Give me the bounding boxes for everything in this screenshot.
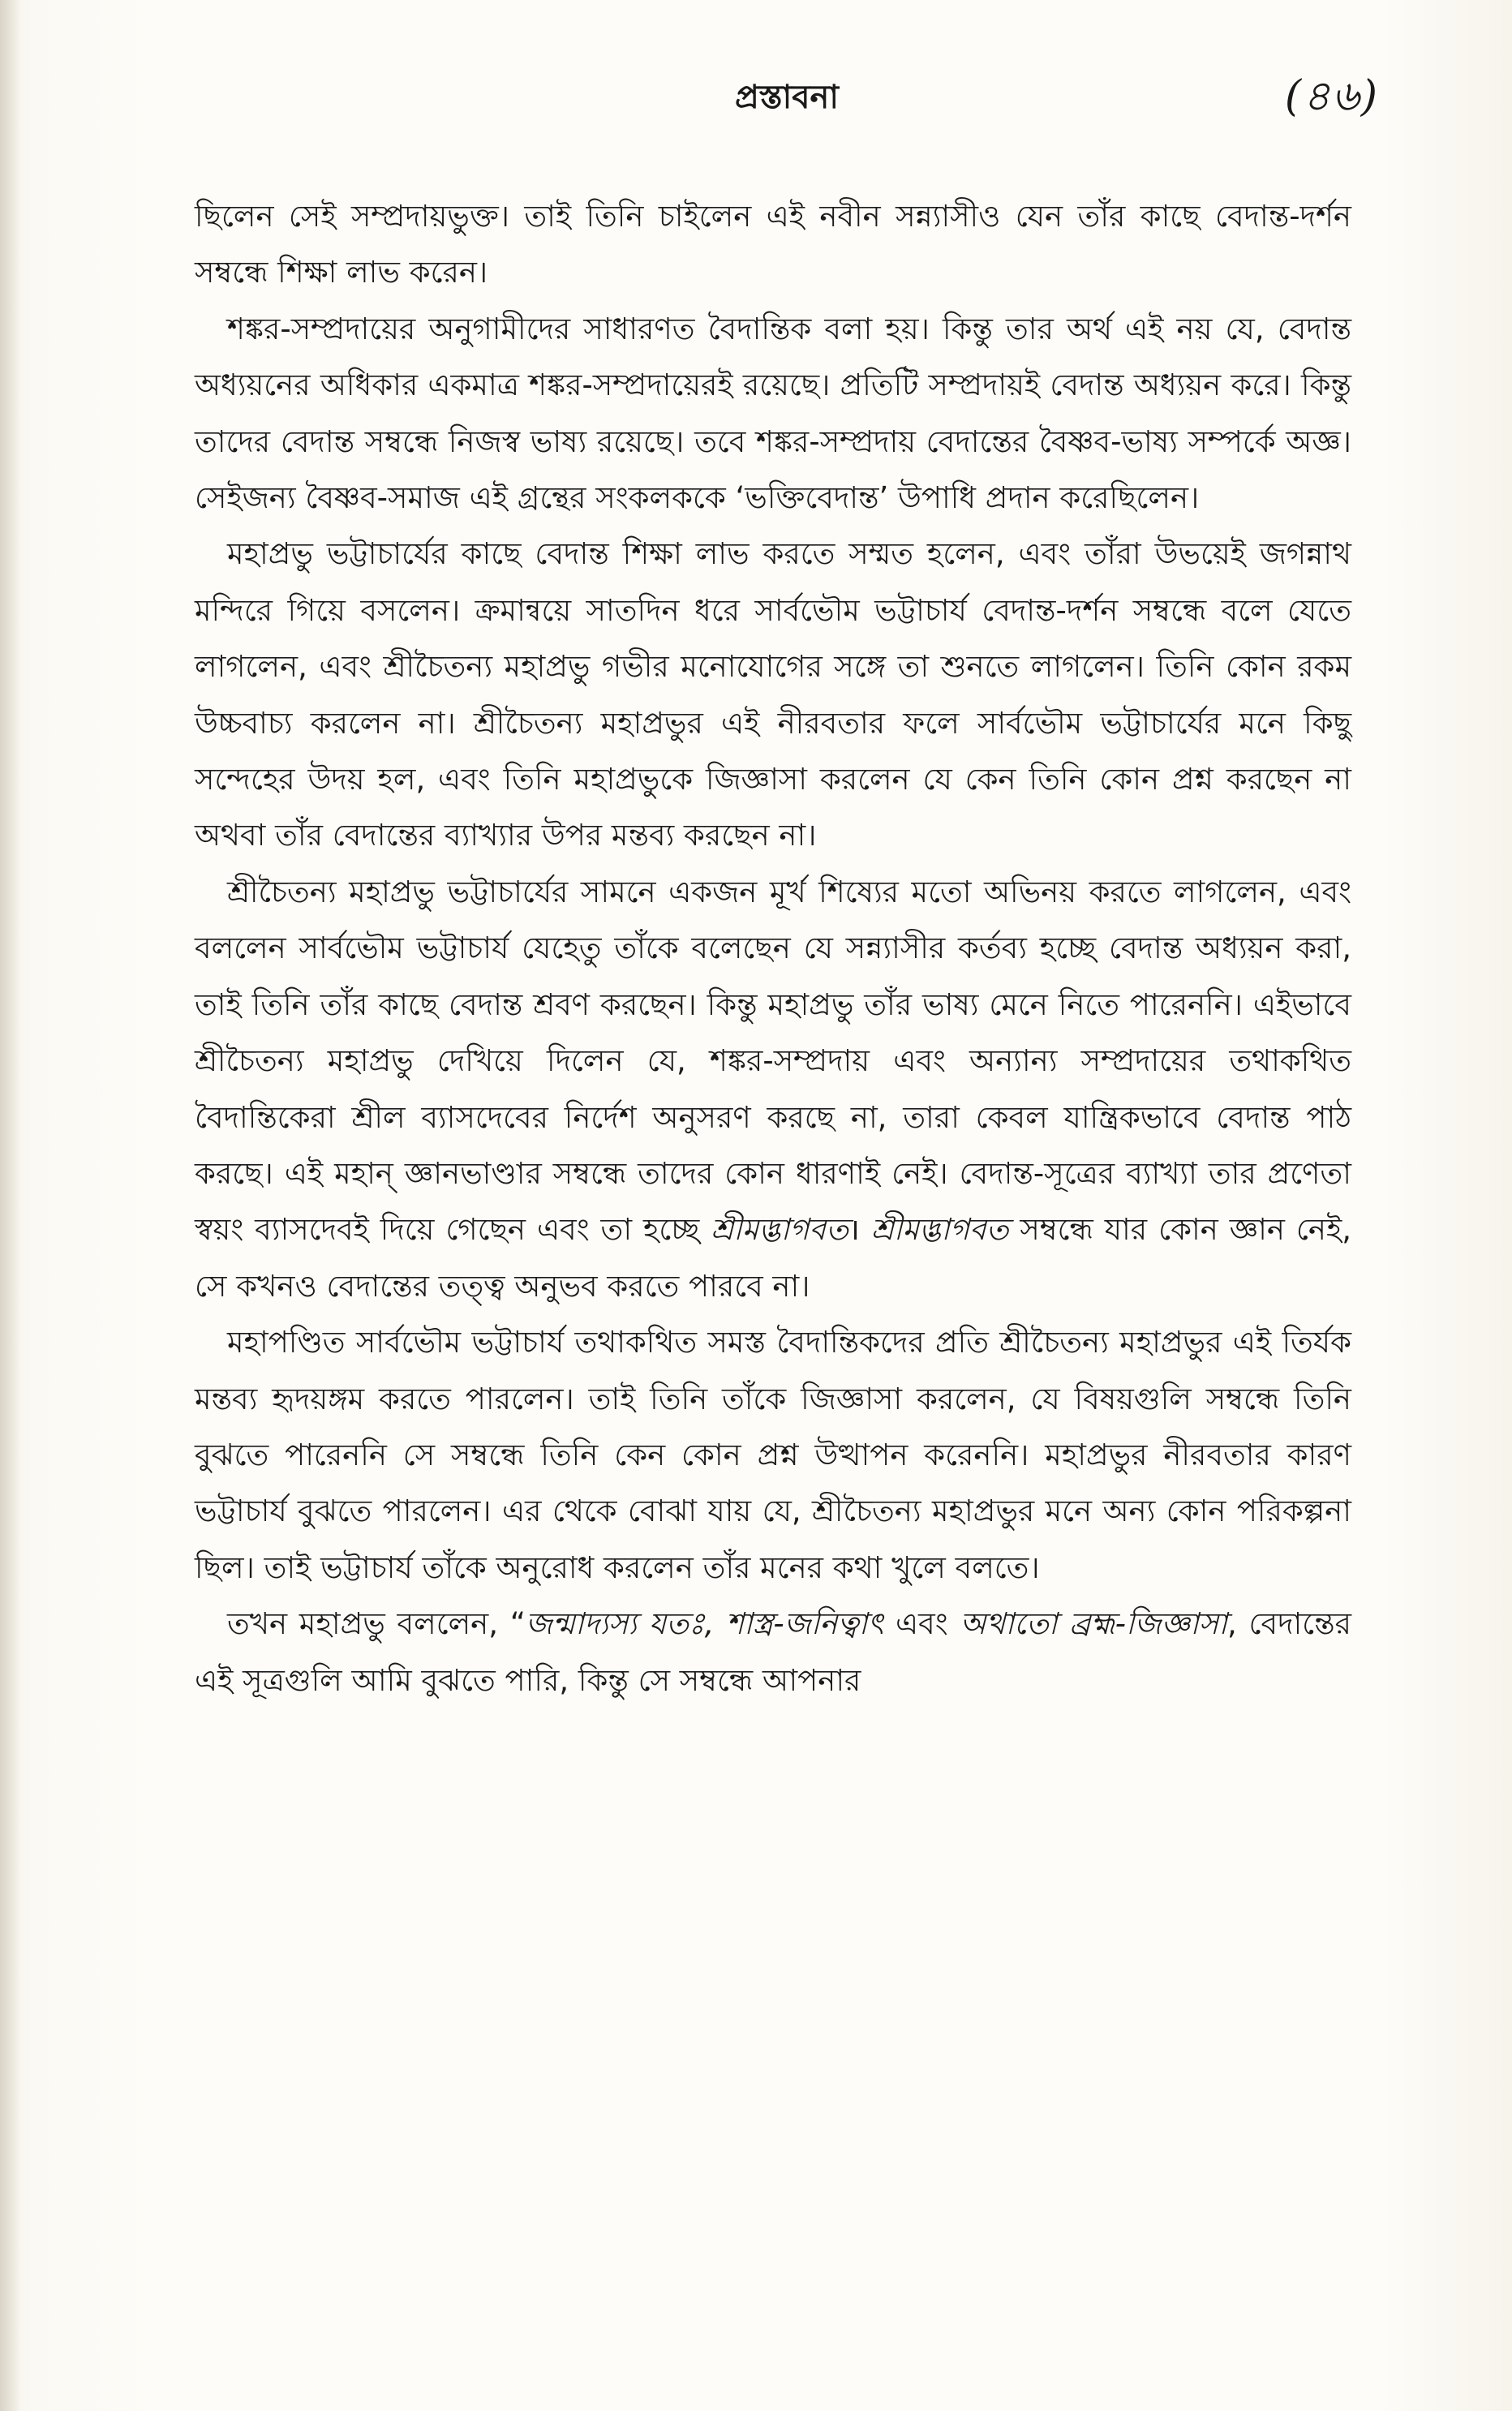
italic-text: জন্মাদ্যস্য যতঃ, শাস্ত্র-জনিত্বাৎ [525,1606,884,1642]
italic-text: শ্রীমদ্ভাগবত [711,1212,848,1248]
text-run: মহাপ্রভু ভট্টাচার্যের কাছে বেদান্ত শিক্ষা লাভ করতে সম্মত হলেন, এবং তাঁরা উভয়েই জগন্নাথ মন্দিরে গিয়ে বসলেন। ক্রমান্বয়ে সাতদিন ধরে সার্বভৌম ভট্টাচার্য বেদান্ত-দর্শন সম্বন্ধে বলে যেতে লাগলেন, এবং শ্রীচৈতন্য মহাপ্রভু গভীর মনোযোগের সঙ্গে তা শুনতে লাগলেন। তিনি কোন রকম উচ্চবাচ্য করলেন না। শ্রীচৈতন্য মহাপ্রভুর এই নীরবতার ফলে সার্বভৌম ভট্টাচার্যের মনে কিছু সন্দেহের উদয় হল, এবং তিনি মহাপ্রভুকে জিজ্ঞাসা করলেন যে কেন তিনি কোন প্রশ্ন করছেন না অথবা তাঁর বেদান্তের ব্যাখ্যার উপর মন্তব্য করছেন না। [195,536,1351,853]
paragraph [195,301,1351,526]
paragraph [195,1314,1351,1596]
text-run: , বেদান্তের এই সূত্রগুলি আমি বুঝতে পারি, কিন্তু সে সম্বন্ধে আপনার [195,1606,1351,1698]
text-run: তখন মহাপ্রভু বললেন, “ [227,1606,526,1642]
italic-text: অথাতো ব্রহ্ম-জিজ্ঞাসা [960,1606,1227,1642]
text-run: ছিলেন সেই সম্প্রদায়ভুক্ত। তাই তিনি চাইলেন এই নবীন সন্ন্যাসীও যেন তাঁর কাছে বেদান্ত-দর্শন সম্বন্ধে শিক্ষা লাভ করেন। [195,199,1351,290]
text-run: সম্বন্ধে যার কোন জ্ঞান নেই, সে কখনও বেদান্তের তত্ত্ব অনুভব করতে পারবে না। [195,1212,1351,1304]
text-run: এবং [883,1606,960,1642]
paragraph [195,526,1351,863]
paragraph [195,864,1351,1314]
running-title: প্রস্তাবনা [735,79,839,116]
text-run: শ্রীচৈতন্য মহাপ্রভু ভট্টাচার্যের সামনে একজন মূর্খ শিষ্যের মতো অভিনয় করতে লাগলেন, এবং বললেন সার্বভৌম ভট্টাচার্য যেহেতু তাঁকে বলেছেন যে সন্ন্যাসীর কর্তব্য হচ্ছে বেদান্ত অধ্যয়ন করা, তাই তিনি তাঁর কাছে বেদান্ত শ্রবণ করছেন। কিন্তু মহাপ্রভু তাঁর ভাষ্য মেনে নিতে পারেননি। এইভাবে শ্রীচৈতন্য মহাপ্রভু দেখিয়ে দিলেন যে, শঙ্কর-সম্প্রদায় এবং অন্যান্য সম্প্রদায়ের তথাকথিত বৈদান্তিকেরা শ্রীল ব্যাসদেবের নির্দেশ অনুসরণ করছে না, তারা কেবল যান্ত্রিকভাবে বেদান্ত পাঠ করছে। এই মহান্ জ্ঞানভাণ্ডার সম্বন্ধে তাদের কোন ধারণাই নেই। বেদান্ত-সূত্রের ব্যাখ্যা তার প্রণেতা স্বয়ং ব্যাসদেবই দিয়ে গেছেন এবং তা হচ্ছে [195,874,1351,1248]
text-run: । [848,1212,871,1248]
text-run: মহাপণ্ডিত সার্বভৌম ভট্টাচার্য তথাকথিত সমস্ত বৈদান্তিকদের প্রতি শ্রীচৈতন্য মহাপ্রভুর এই তির্যক মন্তব্য হৃদয়ঙ্গম করতে পারলেন। তাই তিনি তাঁকে জিজ্ঞাসা করলেন, যে বিষয়গুলি সম্বন্ধে তিনি বুঝতে পারেননি সে সম্বন্ধে তিনি কেন কোন প্রশ্ন উত্থাপন করেননি। মহাপ্রভুর নীরবতার কারণ ভট্টাচার্য বুঝতে পারলেন। এর থেকে বোঝা যায় যে, শ্রীচৈতন্য মহাপ্রভুর মনে অন্য কোন পরিকল্পনা ছিল। তাই ভট্টাচার্য তাঁকে অনুরোধ করলেন তাঁর মনের কথা খুলে বলতে। [195,1325,1351,1585]
paragraph [195,1596,1351,1708]
page-number: (৪৬) [1284,72,1379,121]
body-text [195,188,1351,1708]
text-run: শঙ্কর-সম্প্রদায়ের অনুগামীদের সাধারণত বৈদান্তিক বলা হয়। কিন্তু তার অর্থ এই নয় যে, বেদান্ত অধ্যয়নের অধিকার একমাত্র শঙ্কর-সম্প্রদায়েরই রয়েছে। প্রতিটি সম্প্রদায়ই বেদান্ত অধ্যয়ন করে। কিন্তু তাদের বেদান্ত সম্বন্ধে নিজস্ব ভাষ্য রয়েছে। তবে শঙ্কর-সম্প্রদায় বেদান্তের বৈষ্ণব-ভাষ্য সম্পর্কে অজ্ঞ। সেইজন্য বৈষ্ণব-সমাজ এই গ্রন্থের সংকলককে ‘ভক্তিবেদান্ত’ উপাধি প্রদান করেছিলেন। [195,311,1351,516]
paragraph [195,188,1351,301]
italic-text: শ্রীমদ্ভাগবত [870,1212,1009,1248]
running-head [195,63,1379,120]
